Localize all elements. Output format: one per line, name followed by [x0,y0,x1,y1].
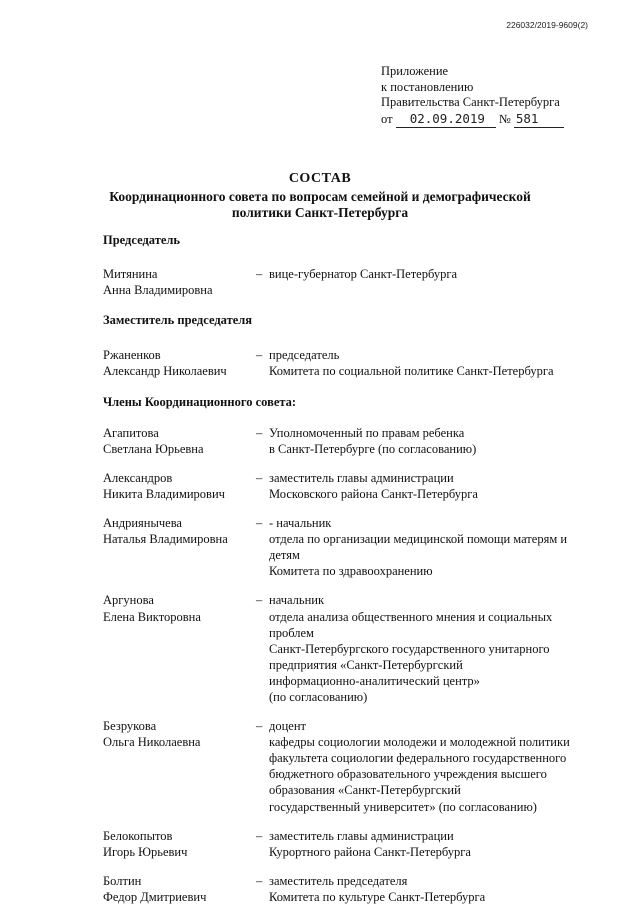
dash-separator: – [256,267,263,282]
member-role: доцент кафедры социологии молодежи и молодежной политики факультета социологии федерального государственного бюджетного образовательного учреждения высшего образования «Санкт-Петербургский государственный университет» (по согласованию) [269,719,570,814]
member-name [103,873,256,905]
member-row [103,425,593,457]
member-given-names: Александр Николаевич [103,364,227,379]
member-role: начальник отдела анализа общественного мнения и социальных проблем Санкт-Петербургского государственного унитарного предприятия «Санкт-Петербургский информационно-аналитический центр» (по согласованию) [269,593,553,704]
dash-separator: – [256,470,263,485]
appendix-date-line [381,111,564,129]
member-surname: Агапитова [103,425,159,440]
member-role: вице-губернатор Санкт-Петербурга [269,267,458,282]
member-role: заместитель главы администрации Курортного района Санкт-Петербурга [269,828,471,859]
member-row [103,515,593,579]
member-surname: Аргунова [103,593,154,608]
member-given-names: Ольга Николаевна [103,735,201,750]
section-deputy: Заместитель председателя [103,313,253,328]
member-row [103,718,593,815]
member-surname: Белокопытов [103,828,173,843]
member-surname: Безрукова [103,719,157,734]
appendix-line2: к постановлению [381,79,474,94]
member-role: председатель Комитета по социальной политике Санкт-Петербурга [269,348,554,379]
title-line2: политики Санкт-Петербурга [231,205,409,220]
member-chair [103,266,593,298]
date-prefix: от [381,111,393,126]
number-prefix: № [498,111,511,126]
section-chair: Председатель [103,233,181,247]
member-name [103,828,256,860]
document-id: 226032/2019-9609(2) [506,20,588,30]
member-name [103,470,256,502]
title-heading: СОСТАВ [288,171,352,186]
member-given-names: Федор Дмитриевич [103,889,207,904]
member-name [103,718,256,815]
member-given-names: Наталья Владимировна [103,532,228,547]
member-row [103,470,593,502]
member-role: заместитель председателя Комитета по культуре Санкт-Петербурга [269,873,486,904]
dash-separator: – [256,719,263,734]
number-value: 581 [515,110,539,126]
member-given-names: Анна Владимировна [103,283,213,298]
dash-separator: – [256,348,263,363]
member-surname: Ржаненков [103,348,161,363]
member-given-names: Елена Викторовна [103,609,201,624]
member-role: - начальник отдела по организации медицинской помощи матерям и детям Комитета по здравоохранению [269,516,568,579]
appendix-line3: Правительства Санкт-Петербурга [381,95,560,109]
dash-separator: – [256,828,263,843]
member-given-names: Игорь Юрьевич [103,844,188,859]
member-surname: Болтин [103,873,142,888]
member-row [103,873,593,905]
member-name [103,592,256,705]
member-row [103,592,593,705]
appendix-block [381,64,564,128]
dash-separator: – [256,425,263,440]
member-surname: Александров [103,470,173,485]
dash-separator: – [256,873,263,888]
member-given-names: Никита Владимирович [103,486,225,501]
document-title [0,171,640,222]
dash-separator: – [256,593,263,608]
member-surname: Андриянычева [103,516,182,531]
title-line1: Координационного совета по вопросам семейной и демографической [109,188,531,204]
date-value: 02.09.2019 [409,110,485,126]
member-name [103,515,256,579]
member-row [103,828,593,860]
member-name [103,425,256,457]
composition-list [103,232,593,905]
member-given-names: Светлана Юрьевна [103,441,204,456]
date-field [396,111,496,129]
member-name [103,347,256,379]
dash-separator: – [256,516,263,531]
section-members: Члены Координационного совета: [103,394,297,409]
member-role: заместитель главы администрации Московского района Санкт-Петербурга [269,470,478,501]
member-role: Уполномоченный по правам ребенка в Санкт-Петербурге (по согласованию) [269,425,477,456]
member-surname: Митянина [103,267,158,282]
member-name [103,266,256,298]
member-deputy [103,347,593,379]
number-field [514,111,564,129]
appendix-line1: Приложение [381,64,449,78]
